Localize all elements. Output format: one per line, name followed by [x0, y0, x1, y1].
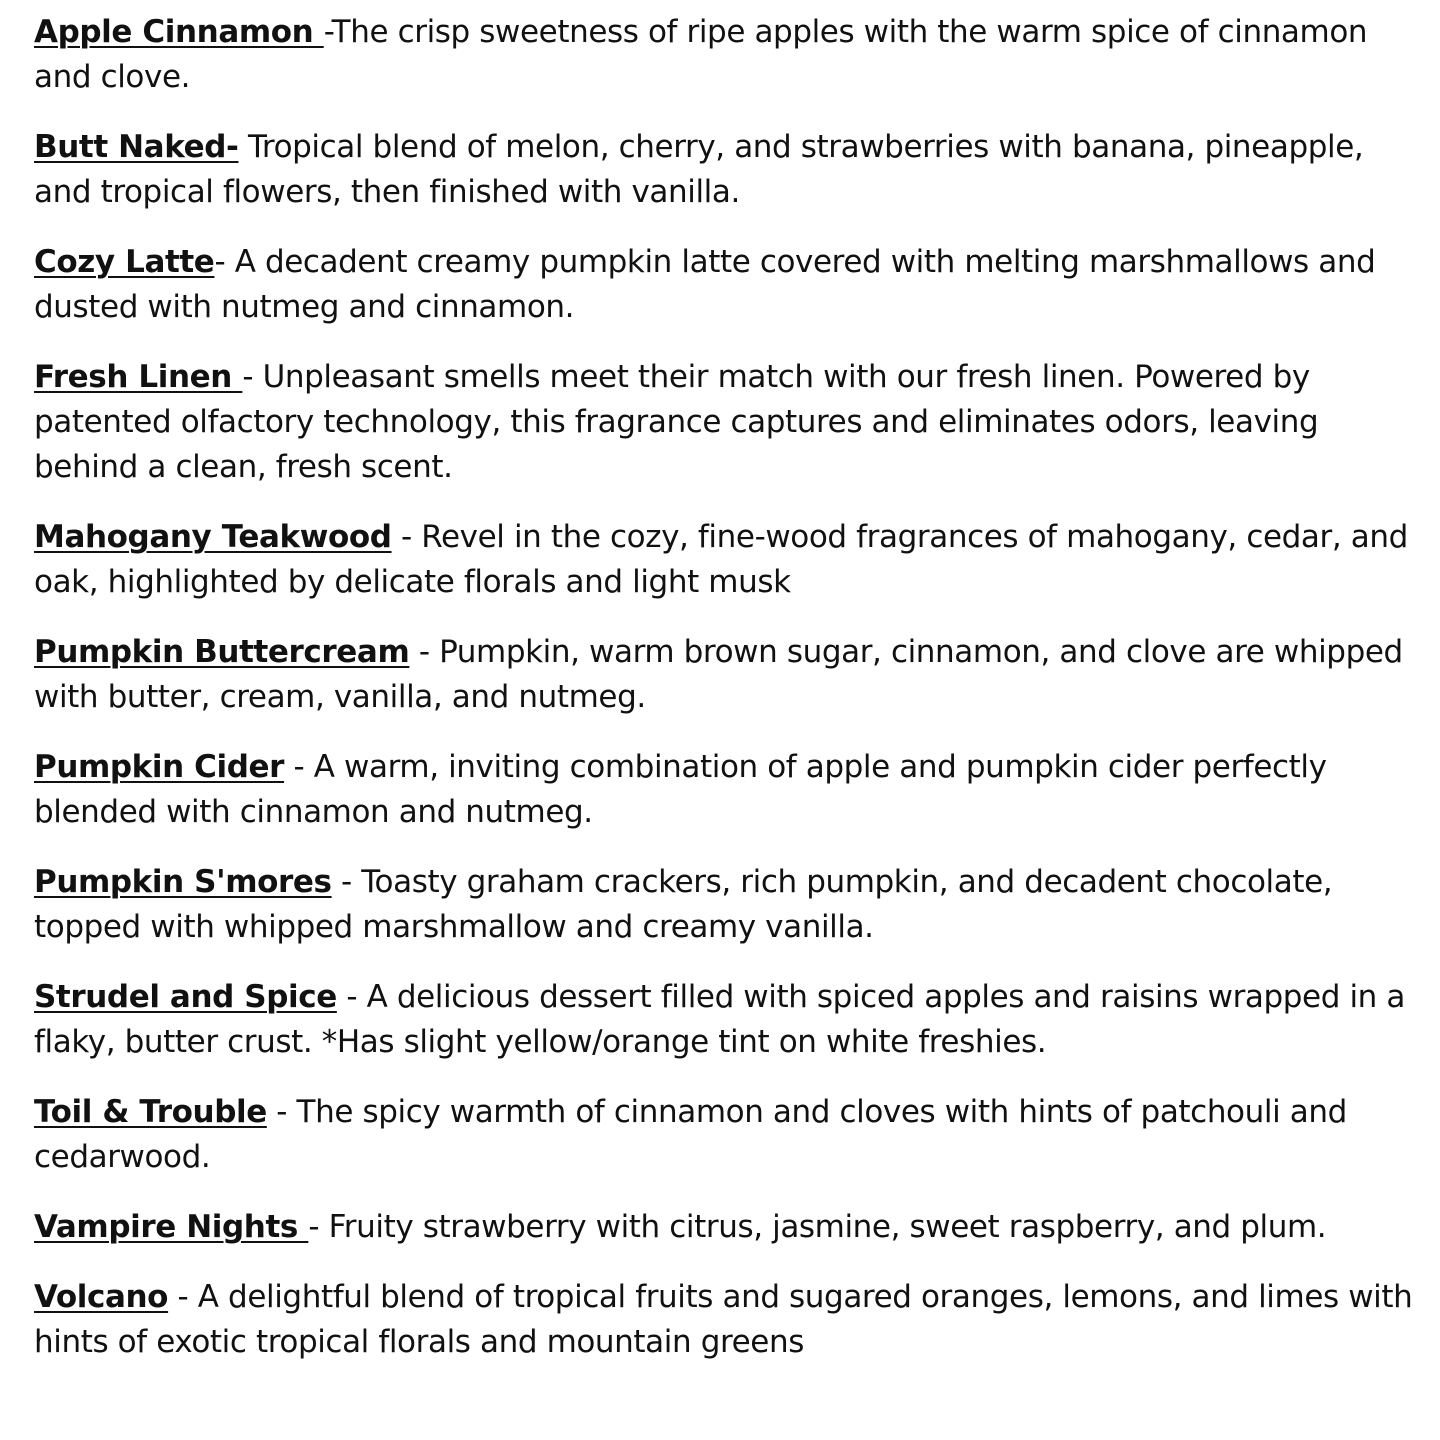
scent-description: Unpleasant smells meet their match with our fresh linen. Powered by patented olfactory technology, this fragrance captures and eliminates odors, leaving behind a clean, fresh scent.	[34, 359, 1319, 485]
scent-item-apple-cinnamon	[34, 10, 1414, 100]
scent-description: The crisp sweetness of ripe apples with the warm spice of cinnamon and clove.	[34, 14, 1368, 95]
scent-separator	[238, 129, 247, 165]
scent-separator: -	[409, 634, 440, 670]
scent-separator: -	[336, 979, 367, 1015]
scent-item-pumpkin-smores	[34, 860, 1414, 950]
scent-separator: -	[323, 14, 332, 50]
scent-separator: -	[214, 244, 235, 280]
scent-description: The spicy warmth of cinnamon and cloves with hints of patchouli and cedarwood.	[34, 1094, 1347, 1175]
scent-separator: -	[168, 1279, 198, 1315]
scent-description: A decadent creamy pumpkin latte covered with melting marshmallows and dusted with nutmeg and cinnamon.	[34, 244, 1376, 325]
scent-description: A delicious dessert filled with spiced apples and raisins wrapped in a flaky, butter crust. *Has slight yellow/orange tint on white freshies.	[34, 979, 1405, 1060]
scent-item-volcano	[34, 1275, 1414, 1365]
scent-item-mahogany-teakwood	[34, 515, 1414, 605]
scent-item-pumpkin-buttercream	[34, 630, 1414, 720]
scent-item-vampire-nights	[34, 1205, 1414, 1250]
scent-name: Apple Cinnamon	[34, 14, 324, 50]
scent-name: Volcano	[34, 1279, 169, 1315]
scent-item-strudel-and-spice	[34, 975, 1414, 1065]
scent-separator: -	[308, 1209, 329, 1245]
scent-name: Vampire Nights	[34, 1209, 309, 1245]
scent-separator: -	[242, 359, 263, 395]
scent-separator: -	[284, 749, 314, 785]
scent-separator: -	[331, 864, 362, 900]
scent-item-fresh-linen	[34, 355, 1414, 490]
scent-separator: -	[266, 1094, 297, 1130]
scent-name: Cozy Latte	[34, 244, 215, 280]
scent-item-butt-naked	[34, 125, 1414, 215]
scent-name: Pumpkin S'mores	[34, 864, 332, 900]
scent-name: Pumpkin Buttercream	[34, 634, 410, 670]
scent-name: Toil & Trouble	[34, 1094, 267, 1130]
scent-name: Mahogany Teakwood	[34, 519, 392, 555]
scent-description: Toasty graham crackers, rich pumpkin, and decadent chocolate, topped with whipped marshmallow and creamy vanilla.	[34, 864, 1333, 945]
scent-name: Butt Naked-	[34, 129, 239, 165]
scent-item-pumpkin-cider	[34, 745, 1414, 835]
scent-separator: -	[391, 519, 422, 555]
scent-item-cozy-latte	[34, 240, 1414, 330]
scent-name: Pumpkin Cider	[34, 749, 285, 785]
scent-description: Pumpkin, warm brown sugar, cinnamon, and clove are whipped with butter, cream, vanilla, and nutmeg.	[34, 634, 1403, 715]
scent-description: Tropical blend of melon, cherry, and strawberries with banana, pineapple, and tropical flowers, then finished with vanilla.	[34, 129, 1364, 210]
scent-description: A warm, inviting combination of apple and pumpkin cider perfectly blended with cinnamon and nutmeg.	[34, 749, 1327, 830]
scent-name: Strudel and Spice	[34, 979, 337, 1015]
scent-description: Fruity strawberry with citrus, jasmine, sweet raspberry, and plum.	[328, 1209, 1327, 1245]
scent-description: A delightful blend of tropical fruits and sugared oranges, lemons, and limes with hints of exotic tropical florals and mountain greens	[34, 1279, 1413, 1360]
scent-description: Revel in the cozy, fine-wood fragrances of mahogany, cedar, and oak, highlighted by delicate florals and light musk	[34, 519, 1408, 600]
scent-list	[34, 10, 1414, 1390]
scent-name: Fresh Linen	[34, 359, 243, 395]
scent-item-toil-and-trouble	[34, 1090, 1414, 1180]
